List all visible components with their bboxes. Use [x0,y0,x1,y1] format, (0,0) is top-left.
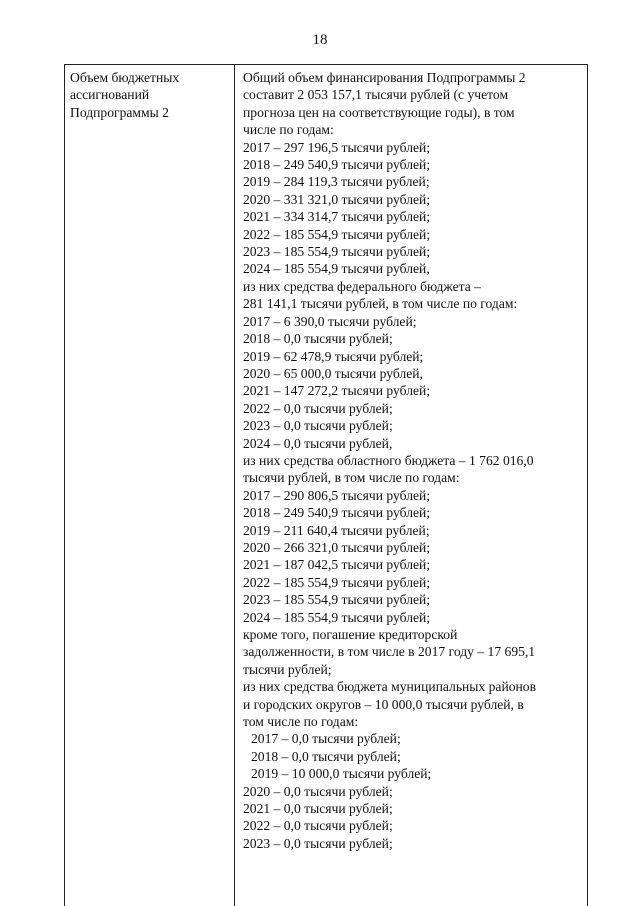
text-line: 281 141,1 тысячи рублей, в том числе по годам: [243,296,518,312]
text-line: из них средства федерального бюджета – [243,278,481,294]
text-line: 2021 – 187 042,5 тысячи рублей; [243,557,431,573]
text-line: 2023 – 185 554,9 тысячи рублей; [243,244,431,260]
right-cell [235,65,587,906]
text-line: 2019 – 62 478,9 тысячи рублей; [243,348,424,364]
text-line: задолженности, в том числе в 2017 году – 17 695,1 [243,644,536,660]
text-line: тысячи рублей, в том числе по годам: [243,470,460,486]
text-line: 2022 – 185 554,9 тысячи рублей; [243,574,431,590]
text-line: 2018 – 0,0 тысячи рублей; [251,748,401,764]
text-line: и городских округов – 10 000,0 тысячи рублей, в [243,696,524,712]
text-line: 2017 – 290 806,5 тысячи рублей; [243,487,431,503]
text-line: 2024 – 185 554,9 тысячи рублей, [243,261,430,277]
text-line: 2020 – 266 321,0 тысячи рублей; [243,539,431,555]
text-line: тысячи рублей; [243,661,332,677]
left-cell-line: ассигнований [70,87,150,103]
text-line: Общий объем финансирования Подпрограммы 2 [243,70,526,85]
text-line: 2020 – 65 000,0 тысячи рублей, [243,365,423,381]
left-cell [65,65,235,906]
text-line: 2018 – 249 540,9 тысячи рублей; [243,157,431,173]
text-line: 2018 – 0,0 тысячи рублей; [243,331,393,347]
text-line: 2020 – 0,0 тысячи рублей; [243,783,393,799]
text-line: 2017 – 6 390,0 тысячи рублей; [243,313,417,329]
budget-table [64,64,588,906]
text-line: 2021 – 147 272,2 тысячи рублей; [243,383,431,399]
text-line: кроме того, погашение кредиторской [243,627,458,642]
text-line: прогноза цен на соответствующие годы), в том [243,104,515,120]
text-line: 2018 – 249 540,9 тысячи рублей; [243,505,431,521]
text-line: 2022 – 0,0 тысячи рублей; [243,400,393,416]
text-line: составит 2 053 157,1 тысячи рублей (с учетом [243,87,509,103]
text-line: том числе по годам: [243,714,359,730]
text-line: из них средства областного бюджета – 1 762 016,0 [243,452,534,468]
text-line: 2017 – 297 196,5 тысячи рублей; [243,139,431,155]
text-line: 2020 – 331 321,0 тысячи рублей; [243,191,431,207]
page-number: 18 [312,32,328,48]
text-line: 2019 – 10 000,0 тысячи рублей; [251,766,432,782]
text-line: 2019 – 211 640,4 тысячи рублей; [243,522,430,538]
text-line: 2023 – 185 554,9 тысячи рублей; [243,592,431,608]
text-line: числе по годам: [243,122,334,138]
text-line: 2017 – 0,0 тысячи рублей; [251,731,401,747]
left-cell-line: Подпрограммы 2 [70,104,169,120]
left-cell-line: Объем бюджетных [70,70,180,85]
text-line: 2023 – 0,0 тысячи рублей; [243,418,393,434]
text-line: 2024 – 0,0 тысячи рублей, [243,435,393,451]
text-line: 2022 – 0,0 тысячи рублей; [243,818,393,834]
text-line: 2024 – 185 554,9 тысячи рублей; [243,609,431,625]
text-line: 2021 – 334 314,7 тысячи рублей; [243,209,431,225]
text-line: 2019 – 284 119,3 тысячи рублей; [243,174,430,190]
text-line: 2023 – 0,0 тысячи рублей; [243,835,393,851]
text-line: 2022 – 185 554,9 тысячи рублей; [243,226,431,242]
text-line: из них средства бюджета муниципальных районов [243,679,537,695]
text-line: 2021 – 0,0 тысячи рублей; [243,801,393,817]
